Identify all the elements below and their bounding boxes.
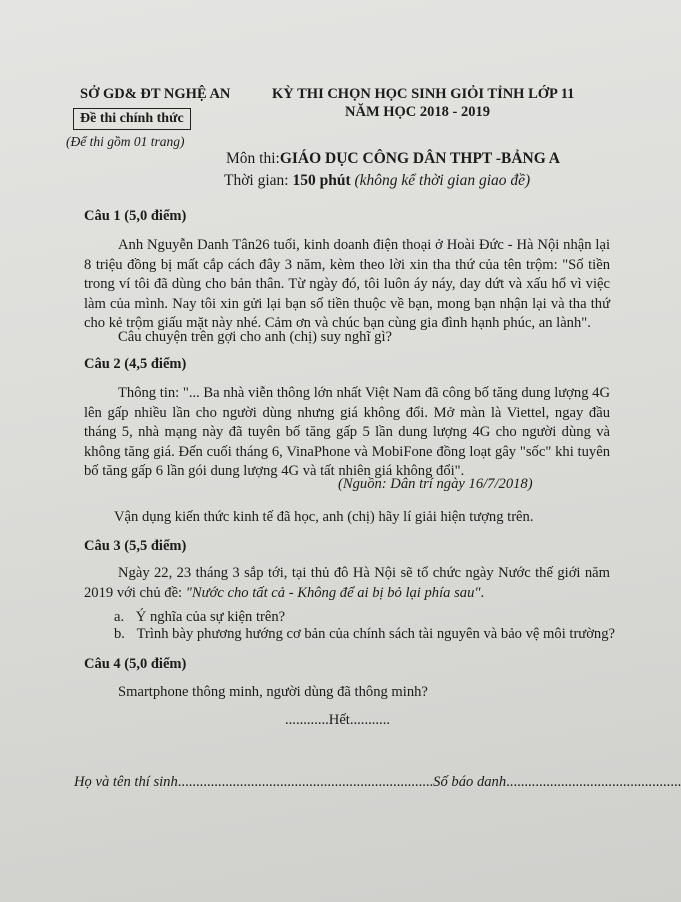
time-value: 150 phút: [292, 172, 351, 189]
exam-title: KỲ THI CHỌN HỌC SINH GIỎI TỈNH LỚP 11: [272, 86, 575, 102]
candidate-name-label: Họ và tên thí sinh: [74, 774, 178, 790]
item-a-text: Ý nghĩa của sự kiện trên?: [135, 609, 286, 625]
candidate-id-dots: ................................................: [506, 774, 681, 790]
item-b-text: Trình bày phương hướng cơ bản của chính sách tài nguyên và bảo vệ môi trường?: [136, 626, 616, 642]
candidate-id-label: Số báo danh: [433, 774, 507, 790]
pages-note: (Để thi gồm 01 trang): [66, 134, 185, 149]
question-3-item-b: [114, 626, 615, 643]
time-label: Thời gian:: [224, 172, 293, 189]
question-2-prompt: Vận dụng kiến thức kinh tế đã học, anh (chị) hãy lí giải hiện tượng trên.: [114, 509, 534, 525]
question-2-source: (Nguồn: Dân trí ngày 16/7/2018): [338, 476, 533, 492]
item-b-marker: b.: [114, 626, 125, 642]
question-3-title: Câu 3 (5,5 điểm): [84, 538, 187, 554]
time-note: (không kể thời gian giao đề): [354, 172, 531, 189]
question-1-title: Câu 1 (5,0 điểm): [84, 208, 187, 224]
subject-name: GIÁO DỤC CÔNG DÂN THPT -BẢNG A: [279, 150, 561, 167]
question-4-prompt: Smartphone thông minh, người dùng đã thông minh?: [118, 684, 428, 700]
question-4-title: Câu 4 (5,0 điểm): [84, 656, 187, 672]
school-year: NĂM HỌC 2018 - 2019: [345, 104, 490, 120]
department-title: SỞ GD& ĐT NGHỆ AN: [80, 86, 231, 102]
question-3-lead: Ngày 22, 23 tháng 3 sắp tới, tại thủ đô Hà Nội sẽ tổ chức ngày Nước thế giới năm 2019 với chủ đề:: [84, 565, 610, 601]
item-a-marker: a.: [114, 609, 125, 625]
question-3-theme: "Nước cho tất cả - Không để ai bị bỏ lại phía sau": [185, 584, 481, 601]
question-2-title: Câu 2 (4,5 điểm): [84, 356, 187, 372]
candidate-name-dots: ......................................................................: [177, 774, 434, 790]
subject-label: Môn thi:: [226, 150, 280, 167]
subject-line: [226, 150, 560, 168]
question-3-end: .: [480, 584, 485, 601]
question-1-paragraph: Anh Nguyễn Danh Tân26 tuổi, kinh doanh điện thoại ở Hoài Đức - Hà Nội nhận lại 8 triệu đồng bị mất cắp cách đây 3 năm, kèm theo lời xin tha thứ của tên trộm: "Số tiền trong ví tôi đã dùng cho bản thân. Từ ngày đó, tôi luôn áy náy, day dứt và xấu hổ vì việc làm của mình. Nay tôi xin gửi lại bạn số tiền thuộc về bạn, mong bạn nhận lại và tha thứ cho kẻ trộm giấu mặt này nhé. Cảm ơn và chúc bạn cùng gia đình hạnh phúc, an lành".: [84, 237, 610, 332]
candidate-info-line: [74, 774, 681, 791]
end-mark: ............Hết...........: [285, 712, 390, 728]
question-3-paragraph: [84, 564, 610, 603]
question-1-prompt: Câu chuyện trên gợi cho anh (chị) suy nghĩ gì?: [118, 329, 392, 345]
question-3-item-a: [114, 609, 285, 626]
time-line: [224, 172, 530, 190]
official-label: Đề thi chính thức: [73, 108, 191, 130]
question-2-paragraph: Thông tin: "... Ba nhà viễn thông lớn nhất Việt Nam đã công bố tăng dung lượng 4G lên gấp nhiều lần cho người dùng nhưng giá không đổi. Mở màn là Viettel, ngay đầu tháng 5, nhà mạng này đã tuyên bố tăng gấp 5 lần dung lượng 4G cho người dùng và không tăng giá. Đến cuối tháng 6, VinaPhone và MobiFone đồng loạt gây "sốc" khi tuyên bố tăng gấp 6 lần gói dung lượng 4G và tất nhiên giá không đổi".: [84, 385, 610, 480]
